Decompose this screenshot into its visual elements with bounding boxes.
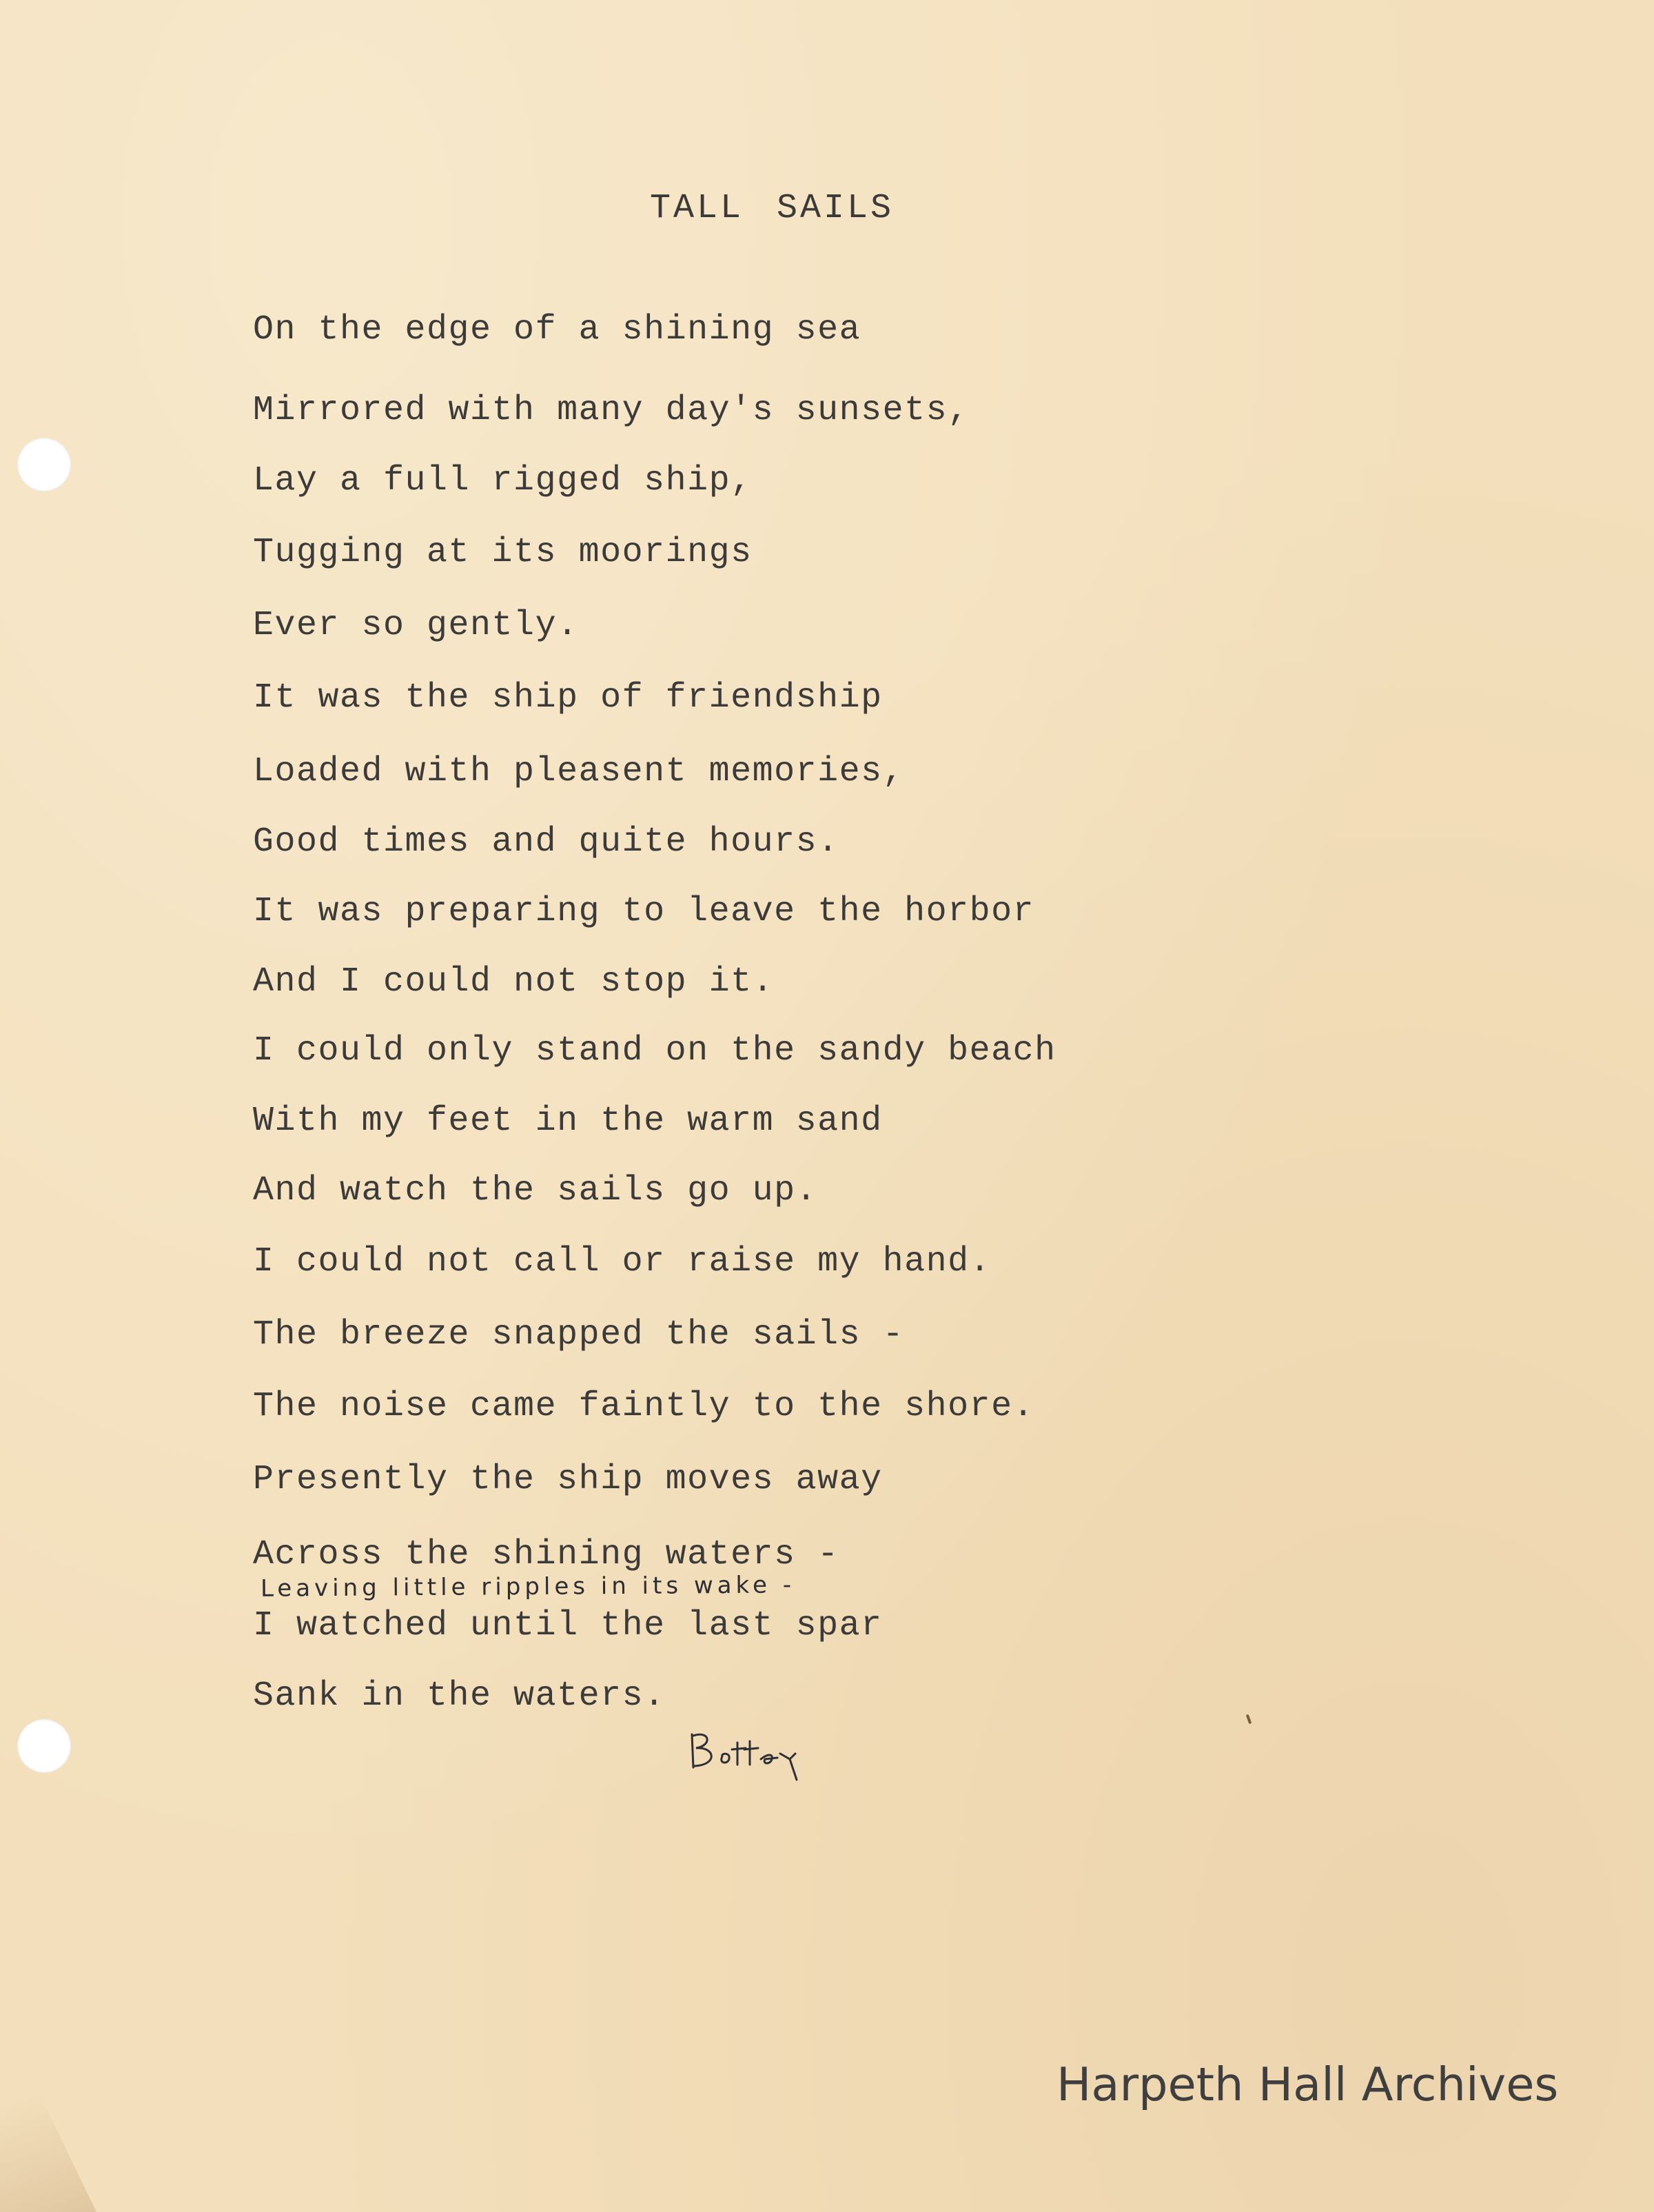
- poem-line: Sank in the waters.: [253, 1676, 666, 1716]
- poem-line: Across the shining waters -: [253, 1535, 839, 1574]
- poem-line: It was the ship of friendship: [253, 678, 883, 718]
- poem-line: And I could not stop it.: [253, 962, 775, 1002]
- poem-line: I watched until the last spar: [253, 1606, 883, 1645]
- poem-line: The noise came faintly to the shore.: [253, 1387, 1035, 1426]
- punch-hole-bottom: [17, 1719, 71, 1773]
- poem-line: The breeze snapped the sails -: [253, 1315, 905, 1354]
- poem-line: It was preparing to leave the horbor: [253, 892, 1035, 931]
- poem-line: Lay a full rigged ship,: [253, 461, 753, 500]
- punch-hole-top: [17, 438, 71, 491]
- poem-line: I could not call or raise my hand.: [253, 1242, 992, 1281]
- poem-line: Loaded with pleasent memories,: [253, 752, 905, 791]
- poem-line: Mirrored with many day's sunsets,: [253, 391, 970, 430]
- handwritten-signature: [686, 1729, 810, 1784]
- archive-watermark: Harpeth Hall Archives: [1056, 2058, 1559, 2111]
- poem-title: TALL SAILS: [649, 189, 895, 228]
- poem-line: And watch the sails go up.: [253, 1171, 818, 1210]
- poem-line: Good times and quite hours.: [253, 822, 839, 862]
- poem-line: Ever so gently.: [253, 606, 579, 645]
- poem-line: Presently the ship moves away: [253, 1460, 883, 1499]
- poem-line: On the edge of a shining sea: [253, 310, 861, 349]
- poem-line: Tugging at its moorings: [253, 533, 753, 572]
- poem-line: With my feet in the warm sand: [253, 1102, 883, 1141]
- ink-mark: [1246, 1714, 1252, 1725]
- poem-line: I could only stand on the sandy beach: [253, 1031, 1056, 1071]
- handwritten-insert: Leaving little ripples in its wake -: [260, 1571, 796, 1603]
- page-corner-crease: [0, 2013, 96, 2212]
